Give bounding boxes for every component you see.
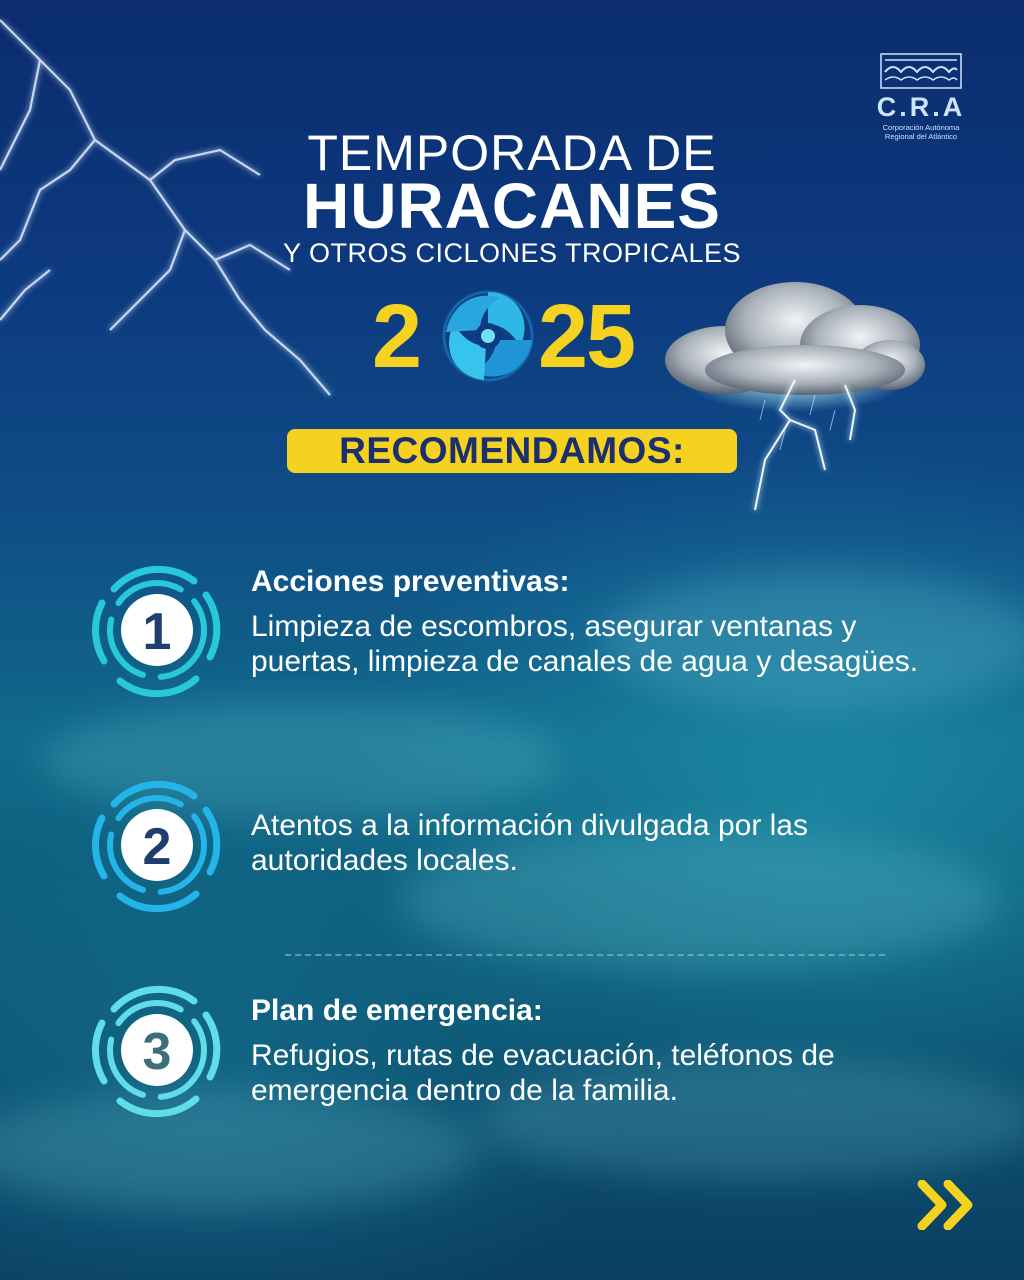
title-line-2: HURACANES	[303, 170, 721, 242]
item-3-body: Refugios, rutas de evacuación, teléfonos de emergencia dentro de la familia.	[251, 1039, 835, 1107]
number-badge-3	[84, 977, 230, 1123]
recommend-label: RECOMENDAMOS:	[339, 430, 685, 471]
logo-subtitle-1: Corporación Autónoma	[882, 123, 960, 132]
number-3: 3	[142, 1023, 172, 1081]
year-digit-right: 25	[538, 287, 635, 387]
hurricane-swirl-icon	[440, 284, 536, 388]
number-1: 1	[142, 603, 172, 661]
item-1-heading: Acciones preventivas:	[251, 565, 570, 598]
title-line-3: Y OTROS CICLONES TROPICALES	[282, 238, 742, 268]
logo-subtitle-2: Regional del Atlántico	[884, 132, 958, 141]
item-1-body: Limpieza de escombros, asegurar ventanas y puertas, limpieza de canales de agua y desagües.	[251, 610, 919, 678]
section-divider	[285, 954, 885, 956]
year-digit-left: 2	[372, 287, 421, 387]
number-badge-2	[84, 772, 230, 918]
number-2: 2	[142, 818, 172, 876]
item-2-body: Atentos a la información divulgada por las autoridades locales.	[251, 809, 808, 877]
double-chevron-right-icon[interactable]	[916, 1180, 978, 1230]
number-badge-1	[84, 557, 230, 703]
season-year	[370, 282, 650, 392]
recommend-banner	[287, 429, 737, 473]
item-3-heading: Plan de emergencia:	[251, 994, 543, 1027]
storm-cloud-icon	[645, 270, 935, 520]
logo-name: C.R.A	[876, 92, 966, 122]
cra-emblem-icon	[879, 52, 963, 90]
title-line-1: TEMPORADA DE	[307, 125, 717, 181]
